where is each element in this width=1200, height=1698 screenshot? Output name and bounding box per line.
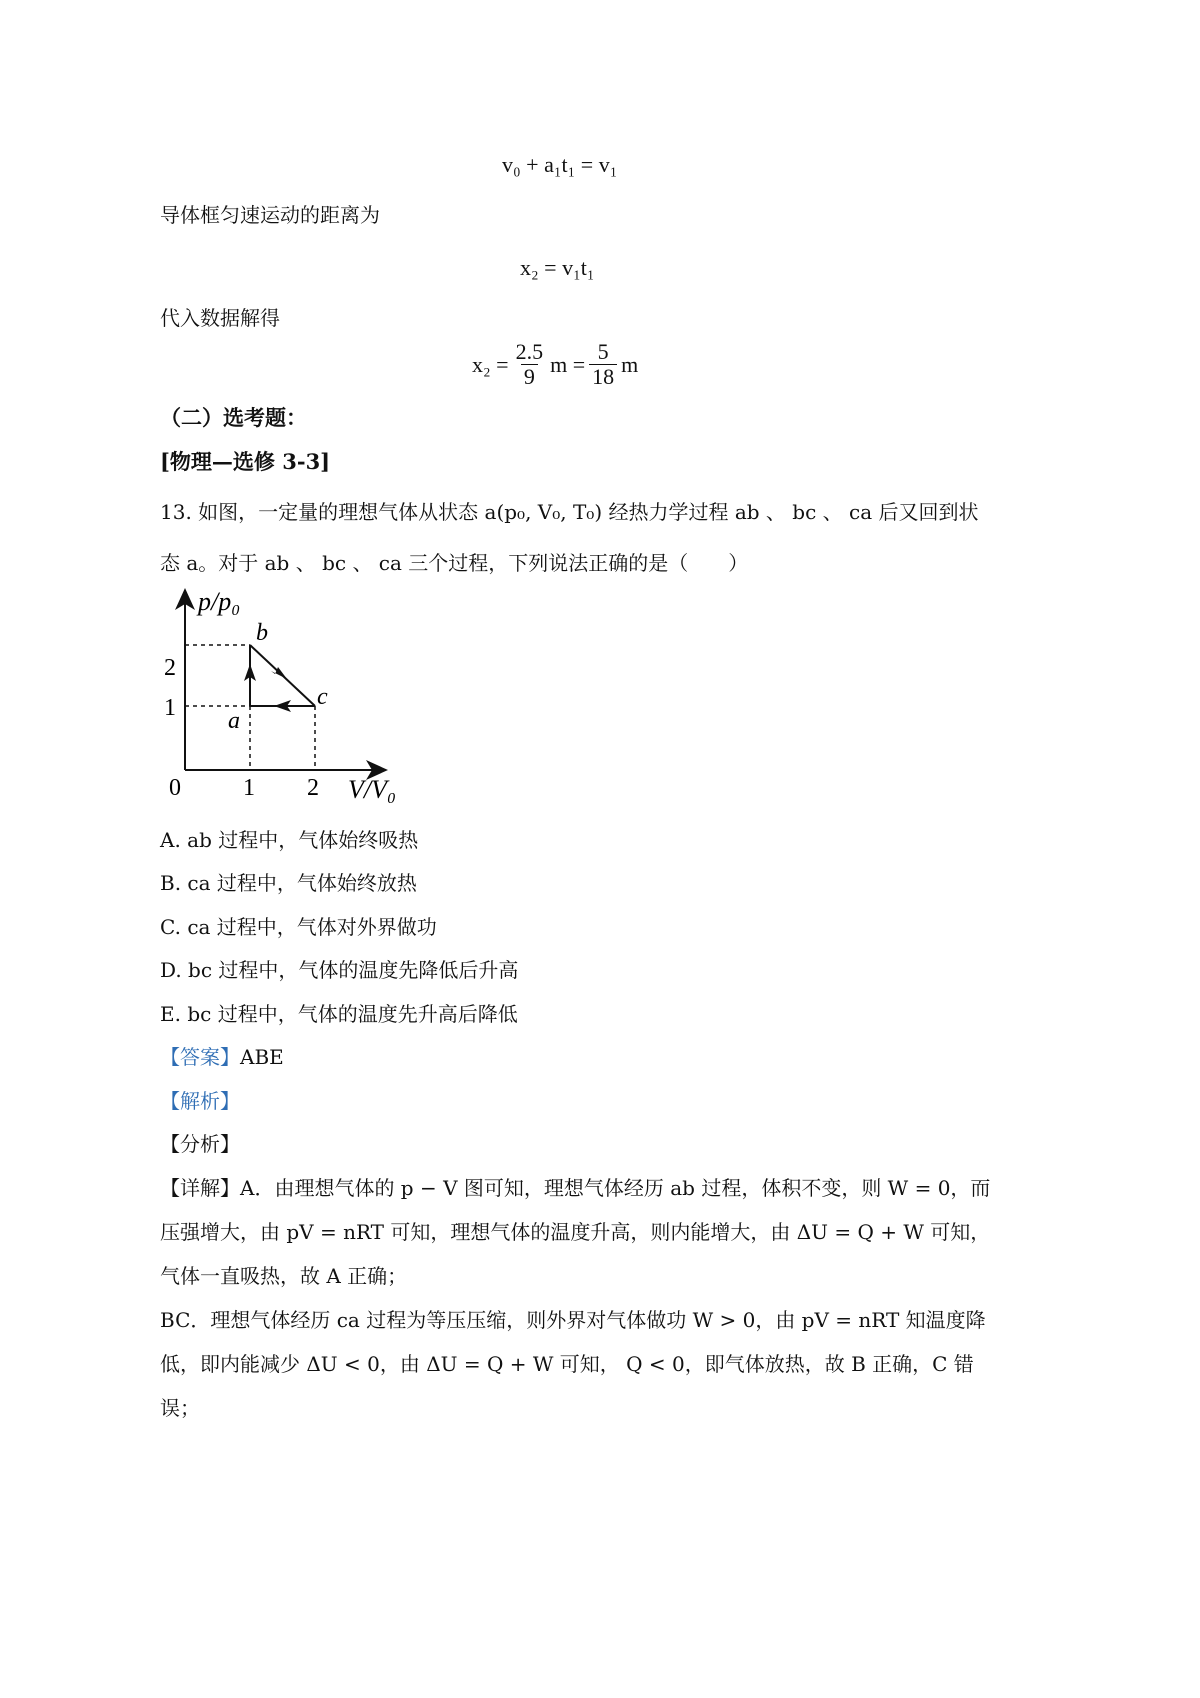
x-tick-2: 2 xyxy=(307,775,319,801)
point-a-label: a xyxy=(228,708,240,734)
text-distance-intro: 导体框匀速运动的距离为 xyxy=(160,203,380,227)
answer-line xyxy=(160,1043,284,1071)
analysis-tag: 【解析】 xyxy=(160,1089,240,1113)
y-tick-2: 2 xyxy=(164,655,176,681)
option-b xyxy=(160,869,417,897)
question-number: 13. xyxy=(160,500,192,524)
question-line-2: 态 a。对于 ab 、 bc 、 ca 三个过程，下列说法正确的是（ ） xyxy=(160,551,749,575)
equation-result-unit1: m = xyxy=(550,351,586,377)
question-text-1: 如图，一定量的理想气体从状态 a(p₀, V₀, T₀) 经热力学过程 ab 、 bc 、 ca 后又回到状 xyxy=(198,500,979,524)
fraction-1 xyxy=(513,340,547,389)
equation-result xyxy=(472,340,638,389)
arrow-bc xyxy=(271,667,287,679)
equation-velocity: v₀ + a₁t₁ = v₁ xyxy=(502,152,618,177)
option-d-letter: D. xyxy=(160,958,182,982)
option-a xyxy=(160,826,418,854)
equation-result-lhs: x₂ = xyxy=(472,351,509,377)
point-c-label: c xyxy=(317,684,328,710)
option-c-letter: C. xyxy=(160,915,181,939)
fraction-2-denominator: 18 xyxy=(589,364,617,389)
detail-line-3: 气体一直吸热，故 A 正确； xyxy=(160,1264,408,1288)
fraction-1-numerator: 2.5 xyxy=(515,339,544,364)
x-axis-label: V/V₀ xyxy=(348,775,397,804)
equation-result-unit2: m xyxy=(621,351,639,377)
option-d-text: bc 过程中，气体的温度先降低后升高 xyxy=(188,958,519,982)
option-a-letter: A. xyxy=(160,828,181,852)
fraction-2 xyxy=(589,340,617,389)
fenxi-tag: 【分析】 xyxy=(160,1132,240,1156)
option-e xyxy=(160,1000,518,1028)
section-heading: （二）选考题： xyxy=(160,405,307,430)
detail-line-1: 【详解】A．由理想气体的 p − V 图可知，理想气体经历 ab 过程，体积不变，则 W = 0，而 xyxy=(160,1176,991,1200)
detail-line-5: 低，即内能减少 ΔU < 0，由 ΔU = Q + W 可知， Q < 0，即气体放热，故 B 正确，C 错 xyxy=(160,1352,974,1376)
option-e-letter: E. xyxy=(160,1002,181,1026)
option-c-text: ca 过程中，气体对外界做功 xyxy=(187,915,437,939)
fraction-2-numerator: 5 xyxy=(597,339,609,364)
text-substitute: 代入数据解得 xyxy=(160,306,280,330)
option-e-text: bc 过程中，气体的温度先升高后降低 xyxy=(187,1002,518,1026)
question-line-1 xyxy=(160,498,978,526)
y-axis-label: p/p₀ xyxy=(198,588,241,616)
detail-line-2: 压强增大，由 pV = nRT 可知，理想气体的温度升高，则内能增大，由 ΔU = Q + W 可知， xyxy=(160,1220,991,1244)
y-tick-1: 1 xyxy=(164,695,176,721)
pv-diagram xyxy=(160,588,420,818)
option-b-letter: B. xyxy=(160,871,182,895)
point-b-label: b xyxy=(256,620,268,646)
option-d xyxy=(160,956,518,984)
origin-label: 0 xyxy=(169,775,181,801)
option-b-text: ca 过程中，气体始终放热 xyxy=(187,871,417,895)
subsection-heading: [物理—选修 3-3] xyxy=(160,449,331,474)
fraction-1-denominator: 9 xyxy=(521,364,538,389)
detail-line-6: 误； xyxy=(160,1396,200,1420)
answer-value: ABE xyxy=(240,1045,284,1069)
x-tick-1: 1 xyxy=(243,775,255,801)
equation-x2: x₂ = v₁t₁ xyxy=(520,255,595,280)
detail-line-4: BC．理想气体经历 ca 过程为等压压缩，则外界对气体做功 W > 0，由 pV = nRT 知温度降 xyxy=(160,1308,986,1332)
answer-tag: 【答案】 xyxy=(160,1045,240,1069)
option-a-text: ab 过程中，气体始终吸热 xyxy=(187,828,419,852)
option-c xyxy=(160,913,437,941)
